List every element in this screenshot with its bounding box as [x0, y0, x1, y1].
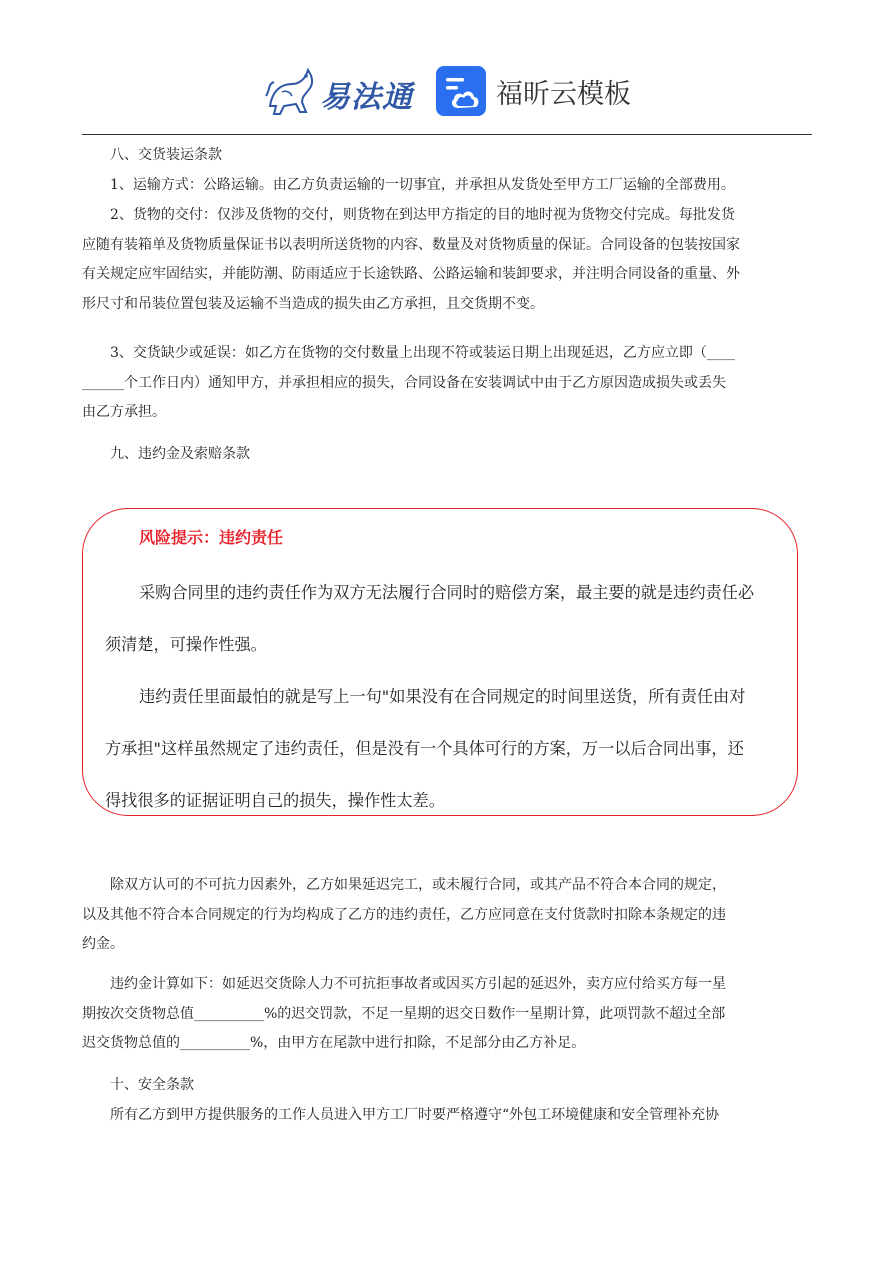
paragraph-line: 所有乙方到甲方提供服务的工作人员进入甲方工厂时要严格遵守“外包工环境健康和安全管理补充协 — [110, 1107, 720, 1123]
paragraph-line: 有关规定应牢固结实，并能防潮、防雨适应于长途铁路、公路运输和装卸要求，并注明合同设备的重量、外 — [82, 266, 740, 282]
paragraph-line: 以及其他不符合本合同规定的行为均构成了乙方的违约责任，乙方应同意在支付货款时扣除本条规定的违 — [82, 906, 726, 923]
cloud-template-icon — [436, 66, 486, 116]
risk-tip-line: 须清楚，可操作性强。 — [105, 635, 267, 654]
paragraph-line: 除双方认可的不可抗力因素外，乙方如果延迟完工，或未履行合同，或其产品不符合本合同的规定， — [110, 877, 726, 893]
paragraph-line: 约金。 — [82, 936, 124, 952]
risk-tip-line: 方承担"这样虽然规定了违约责任，但是没有一个具体可行的方案，万一以后合同出事，还 — [105, 739, 744, 758]
risk-tip-line: 采购合同里的违约责任作为双方无法履行合同时的赔偿方案，最主要的就是违约责任必 — [139, 583, 755, 602]
section10-heading-block — [82, 1071, 812, 1101]
section9-para2 — [82, 970, 812, 1059]
yifatong-logo — [262, 62, 422, 120]
paragraph-line: 应随有装箱单及货物质量保证书以表明所送货物的内容、数量及对货物质量的保证。合同设备的包装按国家 — [82, 236, 740, 253]
paragraph-line: 形尺寸和吊装位置包装及运输不当造成的损失由乙方承担，且交货期不变。 — [82, 295, 544, 312]
section9-para1 — [82, 871, 812, 960]
paragraph-line: 迟交货物总值的__________%，由甲方在尾款中进行扣除，不足部分由乙方补足。 — [82, 1035, 586, 1051]
section-heading: 八、交货装运条款 — [110, 147, 222, 163]
paragraph-line: ______个工作日内）通知甲方，并承担相应的损失，合同设备在安装调试中由于乙方原因造成损失或丢失 — [82, 374, 726, 391]
header-divider — [82, 134, 812, 135]
section8-heading-block — [82, 141, 812, 171]
paragraph-line: 由乙方承担。 — [82, 404, 166, 420]
paragraph-line: 2、货物的交付：仅涉及货物的交付，则货物在到达甲方指定的目的地时视为货物交付完成。每批发货 — [110, 207, 735, 223]
risk-tip-line: 违约责任里面最怕的就是写上一句"如果没有在合同规定的时间里送货，所有责任由对 — [139, 687, 746, 706]
logo2-text: 福昕云模板 — [496, 79, 631, 110]
risk-tip-line: 得找很多的证据证明自己的损失，操作性太差。 — [105, 791, 445, 810]
section-heading: 十、安全条款 — [110, 1077, 194, 1093]
paragraph-line: 期按次交货物总值__________%的迟交罚款，不足一星期的迟交日数作一星期计算，此项罚款不超过全部 — [82, 1005, 726, 1022]
section9-heading-block — [82, 440, 812, 470]
risk-tip-title: 风险提示：违约责任 — [139, 528, 284, 547]
paragraph-line: 3、交货缺少或延误：如乙方在货物的交付数量上出现不符或装运日期上出现延迟，乙方应立即（____ — [110, 345, 735, 361]
risk-tip-body — [105, 567, 785, 827]
section10-para1 — [82, 1101, 812, 1131]
qilin-icon — [262, 62, 320, 120]
section-heading: 九、违约金及索赔条款 — [110, 446, 250, 462]
risk-tip-box — [82, 508, 798, 816]
paragraph-line: 1、运输方式：公路运输。由乙方负责运输的一切事宜，并承担从发货处至甲方工厂运输的全部费用。 — [110, 177, 735, 193]
section8-para2 — [82, 201, 812, 319]
page-header — [0, 56, 893, 126]
section8-para3 — [82, 339, 812, 428]
section8-para1 — [82, 171, 812, 201]
paragraph-line: 违约金计算如下：如延迟交货除人力不可抗拒事故者或因买方引起的延迟外，卖方应付给买方每一星 — [110, 976, 726, 992]
logo1-text: 易法通 — [320, 80, 413, 115]
